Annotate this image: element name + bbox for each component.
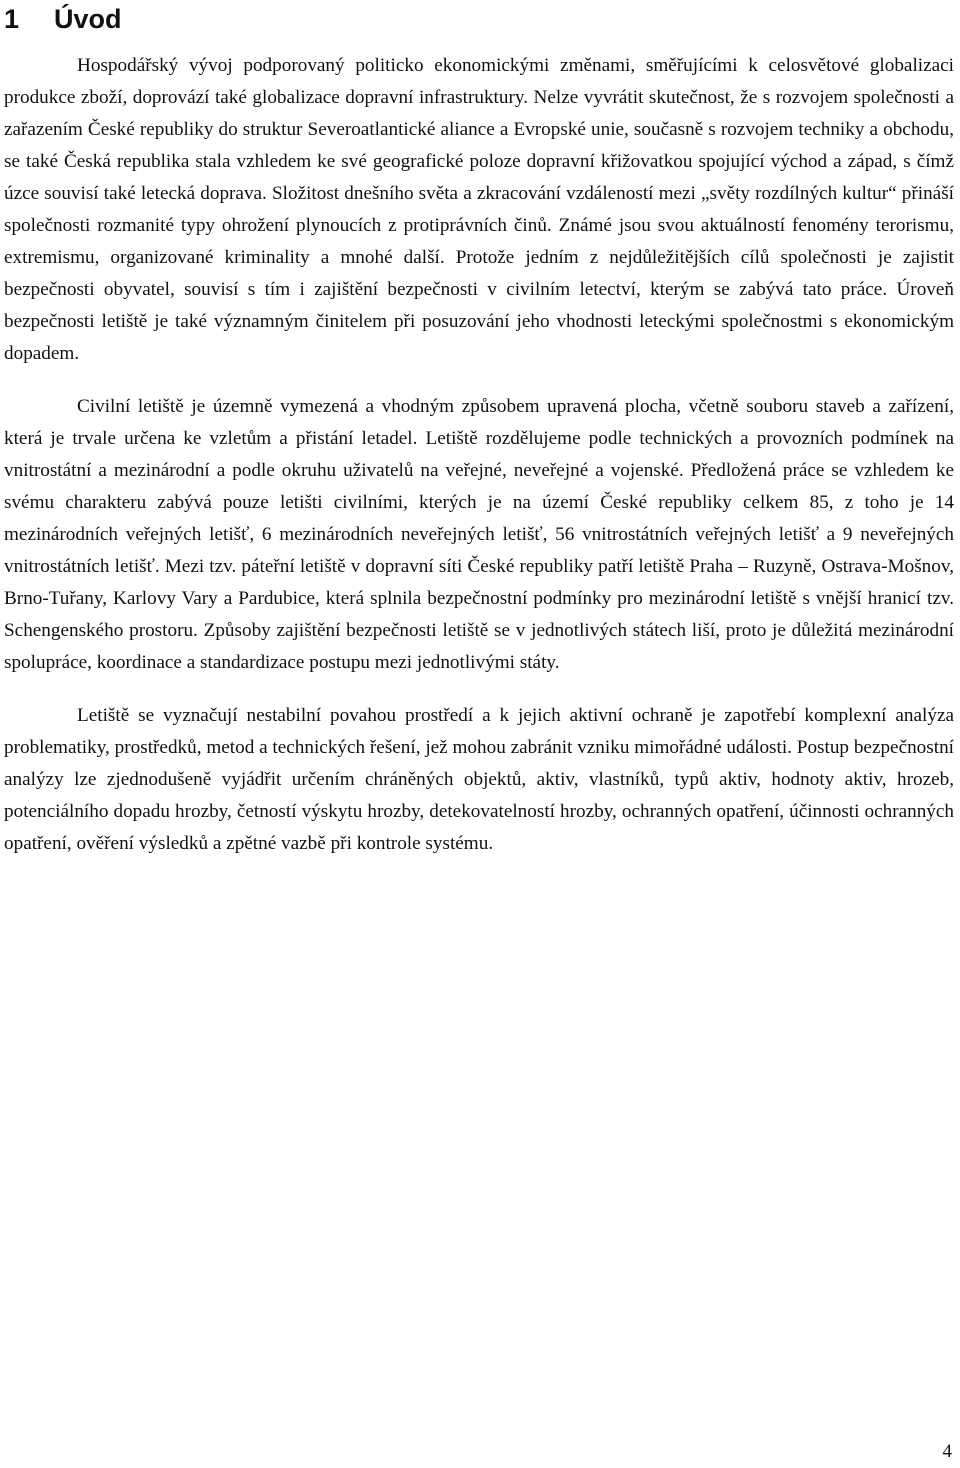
paragraph-1: Hospodářský vývoj podporovaný politicko ekonomickými změnami, směřujícími k celosvětové globalizaci produkce zboží, doprovází také globalizace dopravní infrastruktury. Nelze vyvrátit skutečnost, že s rozvojem společnosti a zařazením České republiky do struktur Severoatlantické aliance a Evropské unie, současně s rozvojem techniky a obchodu, se také Česká republika stala vzhledem ke své geografické poloze dopravní křižovatkou spojující východ a západ, s čímž úzce souvisí také letecká doprava. Složitost dnešního světa a zkracování vzdáleností mezi „světy rozdílných kultur“ přináší společnosti rozmanité typy ohrožení plynoucích z protiprávních činů. Známé jsou svou aktuálností fenomény terorismu, extremismu, organizované kriminality a mnohé další. Protože jedním z nejdůležitějších cílů společnosti je zajistit bezpečnosti obyvatel, souvisí s tím i zajištění bezpečnosti v civilním letectví, kterým se zabývá tato práce. Úroveň bezpečnosti letiště je také významným činitelem při posuzování jeho vhodnosti leteckými společnostmi s ekonomickým dopadem. [4,55,954,364]
paragraph-2: Civilní letiště je územně vymezená a vhodným způsobem upravená plocha, včetně souboru staveb a zařízení, která je trvale určena ke vzletům a přistání letadel. Letiště rozdělujeme podle technických a provozních podmínek na vnitrostátní a mezinárodní a podle okruhu uživatelů na veřejné, neveřejné a vojenské. Předložená práce se vzhledem ke svému charakteru zabývá pouze letišti civilními, kterých je na území České republiky celkem 85, z toho je 14 mezinárodních veřejných letišť, 6 mezinárodních neveřejných letišť, 56 vnitrostátních veřejných letišť a 9 neveřejných vnitrostátních letišť. Mezi tzv. páteřní letiště v dopravní síti České republiky patří letiště Praha – Ruzyně, Ostrava-Mošnov, Brno-Tuřany, Karlovy Vary a Pardubice, která splnila bezpečnostní podmínky pro mezinárodní letiště s vnější hranicí tzv. Schengenského prostoru. Způsoby zajištění bezpečnosti letiště se v jednotlivých státech liší, proto je důležitá mezinárodní spolupráce, koordinace a standardizace postupu mezi jednotlivými státy. [4,396,954,673]
page-number: 4 [942,1441,952,1462]
chapter-heading [4,2,122,36]
body-text [4,50,954,881]
paragraph-3: Letiště se vyznačují nestabilní povahou prostředí a k jejich aktivní ochraně je zapotřebí komplexní analýza problematiky, prostředků, metod a technických řešení, jež mohou zabránit vzniku mimořádné události. Postup bezpečnostní analýzy lze zjednodušeně vyjádřit určením chráněných objektů, aktiv, vlastníků, typů aktiv, hodnoty aktiv, hrozeb, potenciálního dopadu hrozby, četností výskytu hrozby, detekovatelností hrozby, ochranných opatření, účinnosti ochranných opatření, ověření výsledků a zpětné vazbě při kontrole systému. [4,705,954,854]
chapter-number: 1 [4,4,20,34]
chapter-title: Úvod [54,4,122,34]
